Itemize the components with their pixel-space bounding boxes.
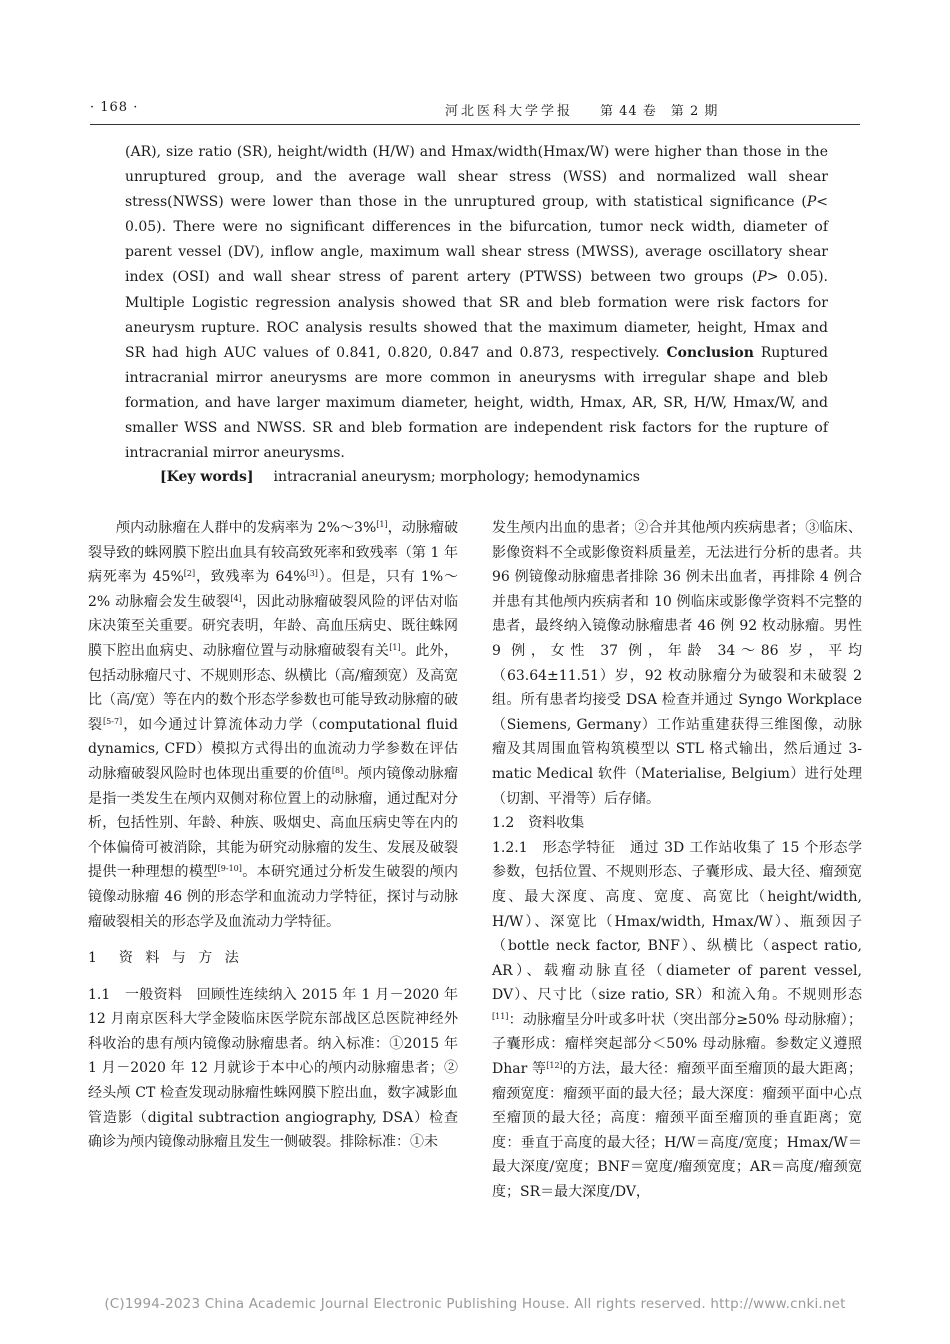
- citation: [1]: [376, 520, 388, 529]
- intro-text: 。颅内镜像动脉瘤是指一类发生在颅内双侧对称位置上的动脉瘤，通过配对分析，包括性别、年龄、种族、吸烟史、高血压病史等在内的个体偏倚可被消除，其能为研究动脉瘤的发生、发展及破裂提供一种理想的模型: [88, 765, 459, 881]
- intro-text: ，致残率为 64%: [195, 569, 307, 586]
- intro-text: ，动脉瘤破裂导致的蛛网膜下腔出血具有较高致死率和致残率（第 1 年病死率为 45%: [88, 520, 458, 586]
- intro-text: 。本研究通过分析发生破裂的颅内镜像动脉瘤 46 例的形态学和血流动力学特征，探讨与动脉瘤破裂相关的形态学及血流动力学特征。: [88, 864, 459, 930]
- intro-text: ，因此动脉瘤破裂风险的评估对临床决策至关重要。研究表明，年龄、高血压病史、既往蛛网膜下腔出血病史、动脉瘤位置与动脉瘤破裂有关: [88, 593, 458, 659]
- keywords-label: [Key words]: [160, 469, 254, 485]
- citation: [2]: [183, 569, 196, 579]
- conclusion-text: Ruptured intracranial mirror aneurysms are more common in aneurysms with irregular shape and bleb formation, and have larger maximum diameter, height, width, Hmax, AR, SR, H/W, Hmax/W, and smaller WSS and NWSS. SR and bleb formation are independent risk factors for the rupture of intracranial mirror aneurysms.: [125, 344, 828, 462]
- section-heading-1-2: 1.2 资料收集: [492, 815, 585, 832]
- morphology-text: ：动脉瘤呈分叶或多叶状（突出部分≥50% 母动脉瘤）；子囊形成：瘤样突起部分＜50% 母动脉瘤。参数定义遵照 Dhar 等: [492, 1011, 862, 1078]
- page-number: · 168 ·: [90, 100, 139, 115]
- copyright-footer: (C)1994-2023 China Academic Journal Electronic Publishing House. All rights reserved. http://www.cnki.net: [104, 1296, 846, 1312]
- citation: [12]: [546, 1061, 563, 1071]
- section-heading-1: 1 资 料 与 方 法: [88, 950, 243, 967]
- keywords-line: [160, 465, 840, 490]
- intro-text: 颅内动脉瘤在人群中的发病率为 2%～3%: [116, 520, 377, 536]
- english-abstract: [125, 140, 828, 466]
- citation: [11]: [492, 1011, 509, 1021]
- abstract-text-3: > 0.05). Multiple Logistic regression analysis showed that SR and bleb formation were risk factors for aneurysm rupture. ROC analysis results showed that the maximum diameter, height, Hmax and SR had high AUC values of 0.841, 0.820, 0.847 and 0.873, respectively.: [125, 269, 829, 361]
- p-value-symbol: P: [757, 269, 767, 286]
- citation: [5-7]: [103, 716, 123, 726]
- section-1-2-1-paragraph: [492, 836, 862, 1205]
- right-column: [492, 516, 862, 1205]
- citation: [3]: [306, 569, 318, 579]
- intro-text: ，如今通过计算流体动力学（computational fluid dynamics, CFD）模拟方式得出的血流动力学参数在评估动脉瘤破裂风险时也体现出重要的价值: [88, 716, 458, 782]
- journal-title: 河北医科大学学报: [445, 104, 574, 119]
- section-1-1-paragraph: 1.1 一般资料 回顾性连续纳入 2015 年 1 月－2020 年 12 月南京医科大学金陵临床医学院东部战区总医院神经外科收治的患有颅内镜像动脉瘤患者。纳入标准：①2015 年 1 月－2020 年 12 月就诊于本中心的颅内动脉瘤患者；②经头颅 CT 检查发现动脉瘤性蛛网膜下腔出血，数字减影血管造影（digital subtraction angiography, DSA）检查确诊为颅内镜像动脉瘤且发生一侧破裂。排除标准：①未: [88, 986, 458, 1151]
- volume-issue: 第 44 卷 第 2 期: [600, 104, 719, 119]
- citation: [4]: [230, 593, 242, 603]
- citation: [9-10]: [217, 864, 242, 874]
- left-column: [88, 516, 458, 1155]
- exclusion-continued-paragraph: 发生颅内出血的患者；②合并其他颅内疾病患者；③临床、影像资料不全或影像资料质量差，无法进行分析的患者。共 96 例镜像动脉瘤患者排除 36 例未出血者，再排除 4 例合并患有其他颅内疾病者和 10 例临床或影像学资料不完整的患者，最终纳入镜像动脉瘤患者 46 例 92 枚动脉瘤。男性 9 例，女性 37 例，年龄 34～86 岁，平均（63.64±11.51）岁，92 枚动脉瘤分为破裂和未破裂 2 组。所有患者均接受 DSA 检查并通过 Syngo Workplace（Siemens, Germany）工作站重建获得三维图像，动脉瘤及其周围血管构筑模型以 STL 格式输出，然后通过 3-matic Medical 软件（Materialise, Belgium）进行处理（切割、平滑等）后存储。: [492, 520, 862, 807]
- abstract-text-2: < 0.05). There were no significant differences in the bifurcation, tumor neck width, diameter of parent vessel (DV), inflow angle, maximum wall shear stress (MWSS), average oscillatory shear index (OSI) and wall shear stress of parent artery (PTWSS) between two groups (: [125, 194, 828, 286]
- citation: [1]: [389, 642, 401, 652]
- citation: [8]: [331, 765, 344, 775]
- morphology-text: 1.2.1 形态学特征 通过 3D 工作站收集了 15 个形态学参数，包括位置、不规则形态、子囊形成、最大径、瘤颈宽度、最大深度、高度、宽度、高宽比（height/width, H/W）、深宽比（Hmax/width, Hmax/W）、瓶颈因子（bottle neck factor, BNF）、纵横比（aspect ratio, AR）、载瘤动脉直径（diameter of parent vessel, DV）、尺寸比（size ratio, SR）和流入角。不规则形态: [492, 839, 862, 1004]
- p-value-symbol: P: [806, 194, 817, 211]
- keywords-text: intracranial aneurysm; morphology; hemodynamics: [273, 469, 640, 485]
- morphology-text: 的方法，最大径：瘤颈平面至瘤顶的最大距离；瘤颈宽度：瘤颈平面的最大径；最大深度：瘤颈平面中心点至瘤顶的最大径；高度：瘤颈平面至瘤顶的垂直距离；宽度：垂直于高度的最大径；H/W＝高度/宽度；Hmax/W＝最大深度/宽度；BNF＝宽度/瘤颈宽度；AR＝高度/瘤颈宽度；SR＝最大深度/DV，: [492, 1061, 863, 1201]
- conclusion-label: Conclusion: [666, 344, 754, 361]
- running-header: [90, 96, 860, 125]
- intro-text: ）。但是，只有 1%～2% 动脉瘤会发生破裂: [88, 569, 458, 610]
- abstract-text-1: (AR), size ratio (SR), height/width (H/W) and Hmax/width(Hmax/W) were higher than those in the unruptured group, and the average wall shear stress (WSS) and normalized wall shear stress(NWSS) were lower than those in the unruptured group, with statistical significance (: [125, 144, 828, 211]
- intro-text: 。此外，包括动脉瘤尺寸、不规则形态、纵横比（高/瘤颈宽）及高宽比（高/宽）等在内的数个形态学参数也可能导致动脉瘤的破裂: [88, 642, 459, 733]
- introduction-paragraph: [88, 516, 458, 934]
